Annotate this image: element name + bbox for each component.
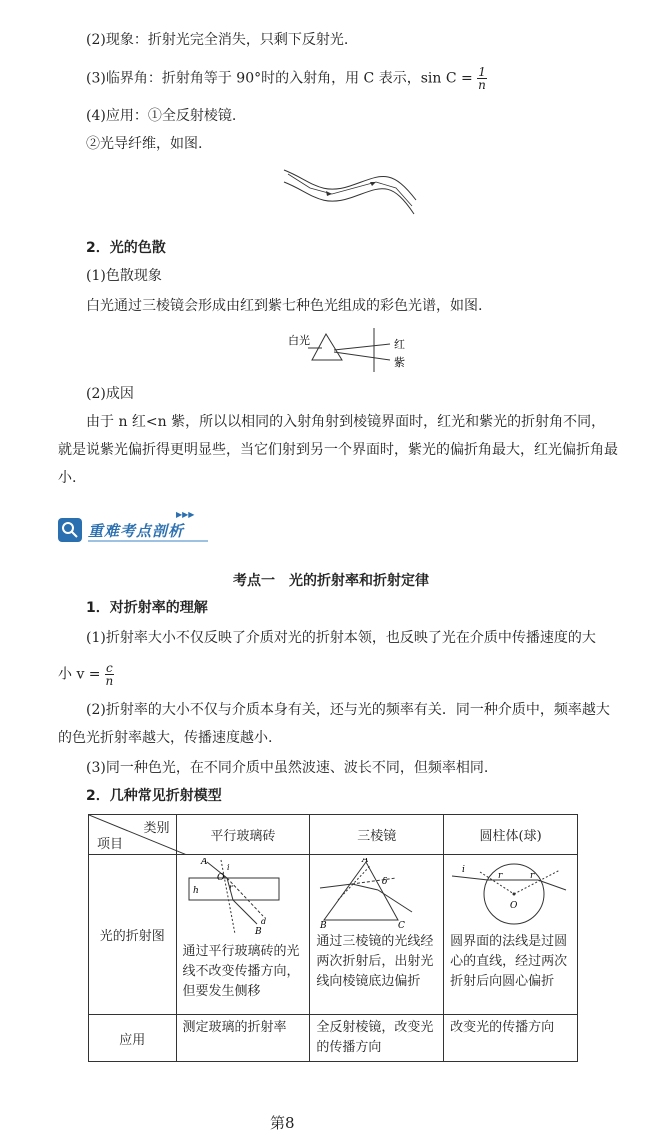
dispersion-text2: 由于 n 红<n 紫，所以以相同的入射角射到棱镜界面时，红光和紫光的折射角不同，就是说紫光偏折得更明显些，当它们射到另一个界面时，紫光的偏折角最大，红光偏折角最小.	[58, 414, 618, 486]
svg-text:d: d	[260, 917, 266, 926]
header-cylinder: 圆柱体(球)	[444, 815, 578, 855]
prism-caption: 通过三棱镜的光线经两次折射后，出射光线向棱镜底边偏折	[316, 934, 434, 989]
app-prism: 全反射棱镜，改变光的传播方向	[310, 1015, 444, 1062]
optical-fiber-figure	[280, 160, 420, 218]
search-icon	[58, 518, 82, 542]
parallel-glass-figure	[183, 858, 293, 938]
cell-prism-figure	[310, 855, 444, 1015]
topic-p3: (3)同一种色光，在不同介质中虽然波速、波长不同，但频率相同.	[86, 760, 489, 776]
prism-dispersion-figure	[284, 326, 414, 374]
svg-text:B: B	[254, 927, 262, 937]
svg-text:A: A	[362, 858, 369, 865]
app-cylinder: 改变光的传播方向	[444, 1015, 578, 1062]
corner-cell: 类别 项目	[89, 815, 177, 855]
page-number: 第8	[270, 1114, 295, 1132]
svg-text:C: C	[398, 921, 406, 928]
topic-h1: 1．对折射率的理解	[86, 600, 208, 616]
fig-red-label: 红	[394, 338, 405, 351]
fiber-text: ②光导纤维，如图.	[86, 136, 203, 152]
header-parallel: 平行玻璃砖	[176, 815, 310, 855]
banner-label: 重难考点剖析	[88, 522, 185, 540]
svg-text:r: r	[498, 871, 503, 881]
velocity-fraction: $\frac{c}{n}$	[105, 661, 114, 688]
topic-h2: 2．几种常见折射模型	[86, 788, 222, 804]
arrows-icon: ▶▶▶	[176, 510, 195, 519]
critical-angle-text: (3)临界角：折射角等于 90°时的入射角，用 C 表示，sin C = $\frac{1}{n}$	[86, 65, 486, 92]
cell-cylinder-figure	[444, 855, 578, 1015]
app-parallel: 测定玻璃的折射率	[176, 1015, 310, 1062]
cylinder-caption: 圆界面的法线是过圆心的直线，经过两次折射后向圆心偏折	[450, 934, 568, 989]
dispersion-text1: 白光通过三棱镜会形成由红到紫七种色光组成的彩色光谱，如图.	[86, 298, 483, 314]
topic-p1: (1)折射率大小不仅反映了介质对光的折射本领，也反映了光在介质中传播速度的大	[86, 630, 596, 646]
dispersion-heading: 2．光的色散	[86, 240, 166, 256]
topic-p1b: 小 v = $\frac{c}{n}$	[58, 661, 114, 688]
svg-text:A: A	[200, 858, 208, 867]
svg-text:i: i	[462, 865, 466, 875]
cell-parallel-figure	[176, 855, 310, 1015]
section-banner	[58, 510, 210, 544]
topic-p2: (2)折射率的大小不仅与介质本身有关，还与光的频率有关．同一种介质中，频率越大的色光折射率越大，传播速度越小.	[58, 702, 610, 746]
parallel-caption: 通过平行玻璃砖的光线不改变传播方向，但要发生侧移	[182, 944, 300, 999]
row-label-application: 应用	[89, 1015, 177, 1062]
svg-text:i: i	[226, 863, 230, 872]
svg-text:B: B	[320, 921, 327, 928]
fig-violet-label: 紫	[394, 356, 405, 369]
row-label-figure: 光的折射图	[89, 855, 177, 1015]
dispersion-sub1: (1)色散现象	[86, 268, 162, 284]
critical-fraction: $\frac{1}{n}$	[478, 65, 486, 92]
svg-text:O: O	[510, 901, 518, 911]
prism-figure	[316, 858, 426, 928]
cylinder-figure	[450, 858, 568, 928]
header-prism: 三棱镜	[310, 815, 444, 855]
fig-white-label: 白光	[288, 334, 310, 347]
svg-text:O: O	[216, 873, 224, 883]
topic-title: 考点一 光的折射率和折射定律	[233, 573, 429, 589]
svg-text:δ: δ	[382, 877, 388, 887]
svg-text:h: h	[192, 886, 199, 896]
phenomenon-text: (2)现象：折射光完全消失，只剩下反射光.	[86, 32, 349, 48]
svg-text:r: r	[530, 871, 535, 881]
application-text: (4)应用：①全反射棱镜.	[86, 108, 237, 124]
refraction-models-table	[88, 814, 578, 1062]
svg-text:r: r	[228, 883, 233, 892]
dispersion-sub2: (2)成因	[86, 386, 134, 402]
